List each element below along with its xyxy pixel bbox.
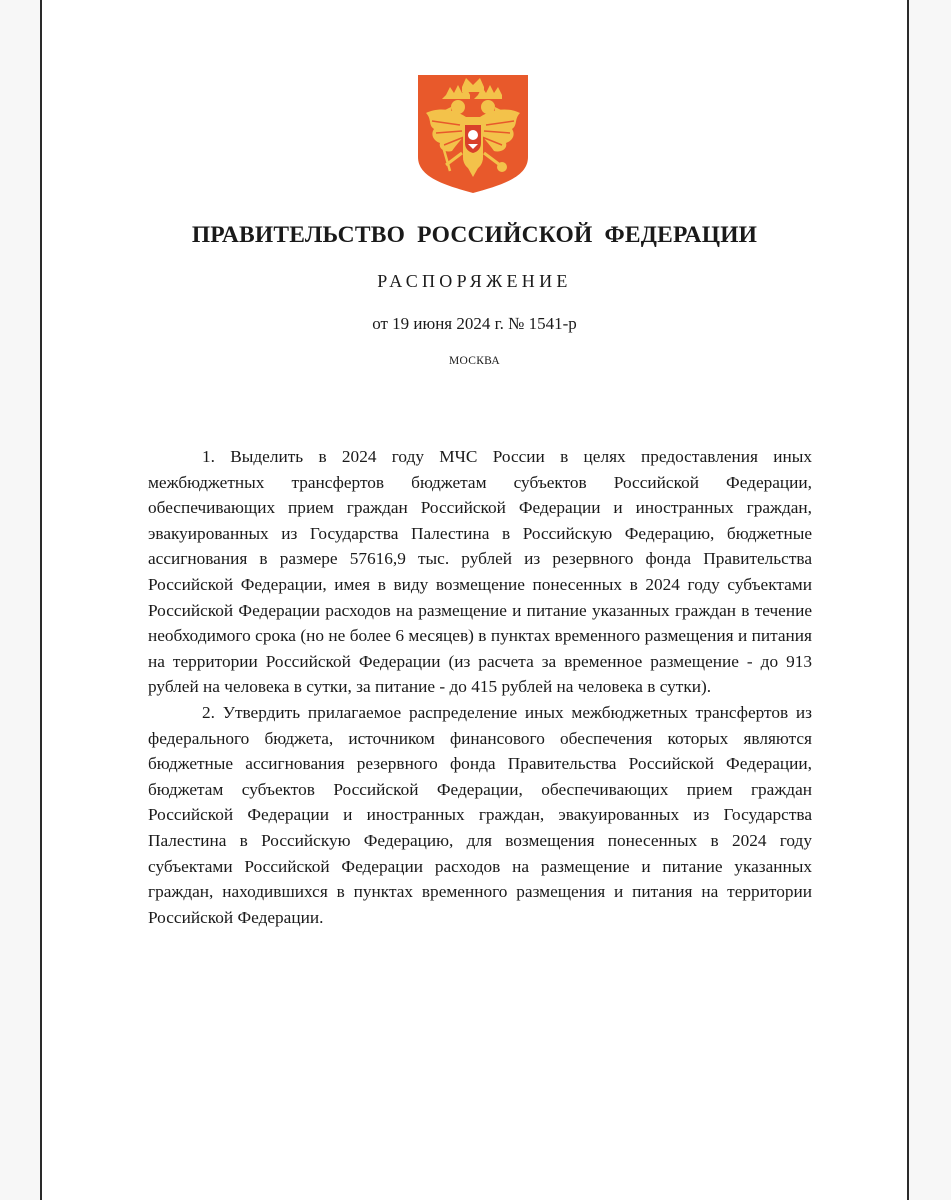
document-body xyxy=(148,444,812,930)
paragraph-1: 1. Выделить в 2024 году МЧС России в целях предоставления иных межбюджетных трансфертов бюджетам субъектов Российской Федерации, обеспечивающих прием граждан Российской Федерации и иностранных граждан, эвакуированных из Государства Палестина в Российскую Федерацию, бюджетные ассигнования в размере 57616,9 тыс. рублей из резервного фонда Правительства Российской Федерации, имея в виду возмещение понесенных в 2024 году субъектами Российской Федерации расходов на размещение и питание указанных граждан в течение необходимого срока (но не более 6 месяцев) в пунктах временного размещения и питания на территории Российской Федерации (из расчета за временное размещение - до 913 рублей на человека в сутки, за питание - до 415 рублей на человека в сутки). xyxy=(148,447,812,697)
document-page xyxy=(40,0,909,1200)
paragraph-2: 2. Утвердить прилагаемое распределение иных межбюджетных трансфертов из федерального бюджета, источником финансового обеспечения которых являются бюджетные ассигнования резервного фонда Правительства Российской Федерации, бюджетам субъектов Российской Федерации, обеспечивающих прием граждан Российской Федерации и иностранных граждан, эвакуированных из Государства Палестина в Российскую Федерацию, для возмещения понесенных в 2024 году субъектами Российской Федерации расходов на размещение и питание указанных граждан, находившихся в пунктах временного размещения и питания на территории Российской Федерации. xyxy=(148,702,812,927)
document-date-number: от 19 июня 2024 г. № 1541-р xyxy=(372,314,577,333)
government-title: ПРАВИТЕЛЬСТВО РОССИЙСКОЙ ФЕДЕРАЦИИ xyxy=(191,222,758,248)
document-city: МОСКВА xyxy=(448,355,501,367)
coat-of-arms-icon xyxy=(416,73,530,195)
document-type: РАСПОРЯЖЕНИЕ xyxy=(377,271,572,291)
